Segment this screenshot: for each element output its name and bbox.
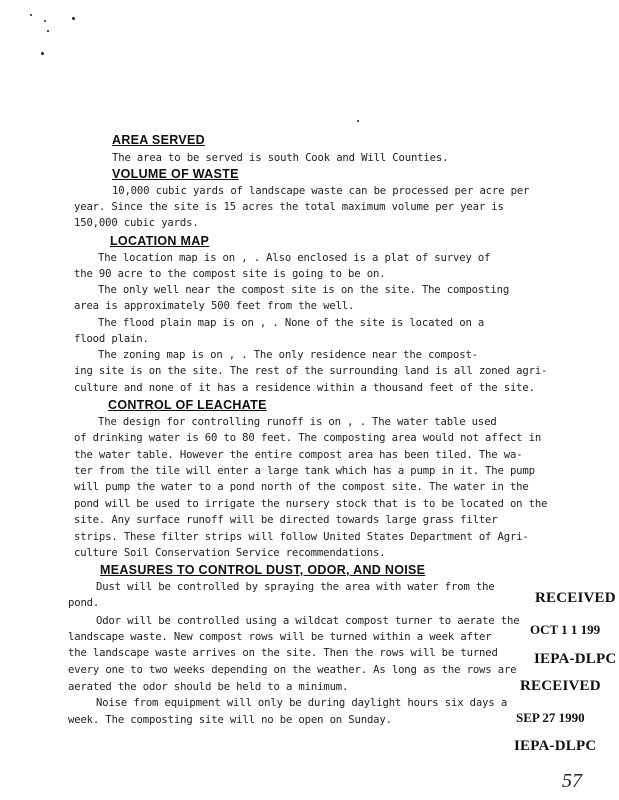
received-stamp: RECEIVED xyxy=(535,590,616,606)
text-line: The design for controlling runoff is on , . The water table used xyxy=(98,416,497,428)
scan-speck xyxy=(44,20,46,22)
heading-location-map: LOCATION MAP xyxy=(110,234,210,248)
text-line: culture and none of it has a residence within a thousand feet of the site. xyxy=(74,382,535,394)
text-line: Dust will be controlled by spraying the area with water from the xyxy=(96,581,495,593)
text-line: culture Soil Conservation Service recommendations. xyxy=(74,547,386,559)
text-line: the water table. However the entire compost area has been tiled. The wa- xyxy=(74,449,523,461)
received-date-stamp: OCT 1 1 199 xyxy=(530,622,601,637)
text-line: will pump the water to a pond north of the compost site. The water in the xyxy=(74,481,529,493)
text-line: ter from the tile will enter a large tank which has a pump in it. The pump xyxy=(74,465,535,477)
heading-area-served: AREA SERVED xyxy=(112,133,205,147)
text-line: aerated the odor should be held to a minimum. xyxy=(68,681,349,693)
text-line: Odor will be controlled using a wildcat compost turner to aerate the xyxy=(96,615,520,627)
text-line: area is approximately 500 feet from the well. xyxy=(74,300,355,312)
scan-speck xyxy=(357,120,359,122)
scan-speck xyxy=(41,52,44,55)
text-line: ing site is on the site. The rest of the surrounding land is all zoned agri- xyxy=(74,365,548,377)
agency-stamp: IEPA-DLPC xyxy=(514,738,597,754)
text-line: the 90 acre to the compost site is going to be on. xyxy=(74,268,386,280)
text-line: Noise from equipment will only be during daylight hours six days a xyxy=(96,697,508,709)
scan-speck xyxy=(30,14,32,16)
text-line: site. Any surface runoff will be directed towards large grass filter xyxy=(74,514,498,526)
text-line: week. The composting site will no be open on Sunday. xyxy=(68,714,392,726)
text-line: strips. These filter strips will follow United States Department of Agri- xyxy=(74,531,529,543)
text-line: The flood plain map is on , . None of the site is located on a xyxy=(98,317,485,329)
text-line: every one to two weeks depending on the weather. As long as the rows are xyxy=(68,664,517,676)
text-line: year. Since the site is 15 acres the total maximum volume per year is xyxy=(74,201,504,213)
received-date-stamp: SEP 27 1990 xyxy=(516,710,585,725)
text-line: landscape waste. New compost rows will be turned within a week after xyxy=(68,631,492,643)
text-line: The zoning map is on , . The only residence near the compost- xyxy=(98,349,478,361)
text-line: pond. xyxy=(68,597,100,609)
text-line: The only well near the compost site is on the site. The composting xyxy=(98,284,510,296)
agency-stamp: IEPA-DLPC xyxy=(534,651,617,667)
heading-control-of-leachate: CONTROL OF LEACHATE xyxy=(108,398,267,412)
text-line: The location map is on , . Also enclosed is a plat of survey of xyxy=(98,252,491,264)
scan-speck xyxy=(72,17,75,20)
text-line: The area to be served is south Cook and Will Counties. xyxy=(112,152,449,164)
text-line: flood plain. xyxy=(74,333,149,345)
text-line: of drinking water is 60 to 80 feet. The composting area would not affect in xyxy=(74,432,542,444)
text-line: pond will be used to irrigate the nursery stock that is to be located on the xyxy=(74,498,548,510)
text-line: the landscape waste arrives on the site. Then the rows will be turned xyxy=(68,647,498,659)
text-line: 150,000 cubic yards. xyxy=(74,217,199,229)
text-line: 10,000 cubic yards of landscape waste can be processed per acre per xyxy=(112,185,530,197)
scan-speck xyxy=(47,30,49,32)
page-number: 57 xyxy=(562,770,582,792)
heading-volume-of-waste: VOLUME OF WASTE xyxy=(112,167,239,181)
received-stamp: RECEIVED xyxy=(520,678,601,694)
heading-measures-to-control: MEASURES TO CONTROL DUST, ODOR, AND NOISE xyxy=(100,563,426,577)
